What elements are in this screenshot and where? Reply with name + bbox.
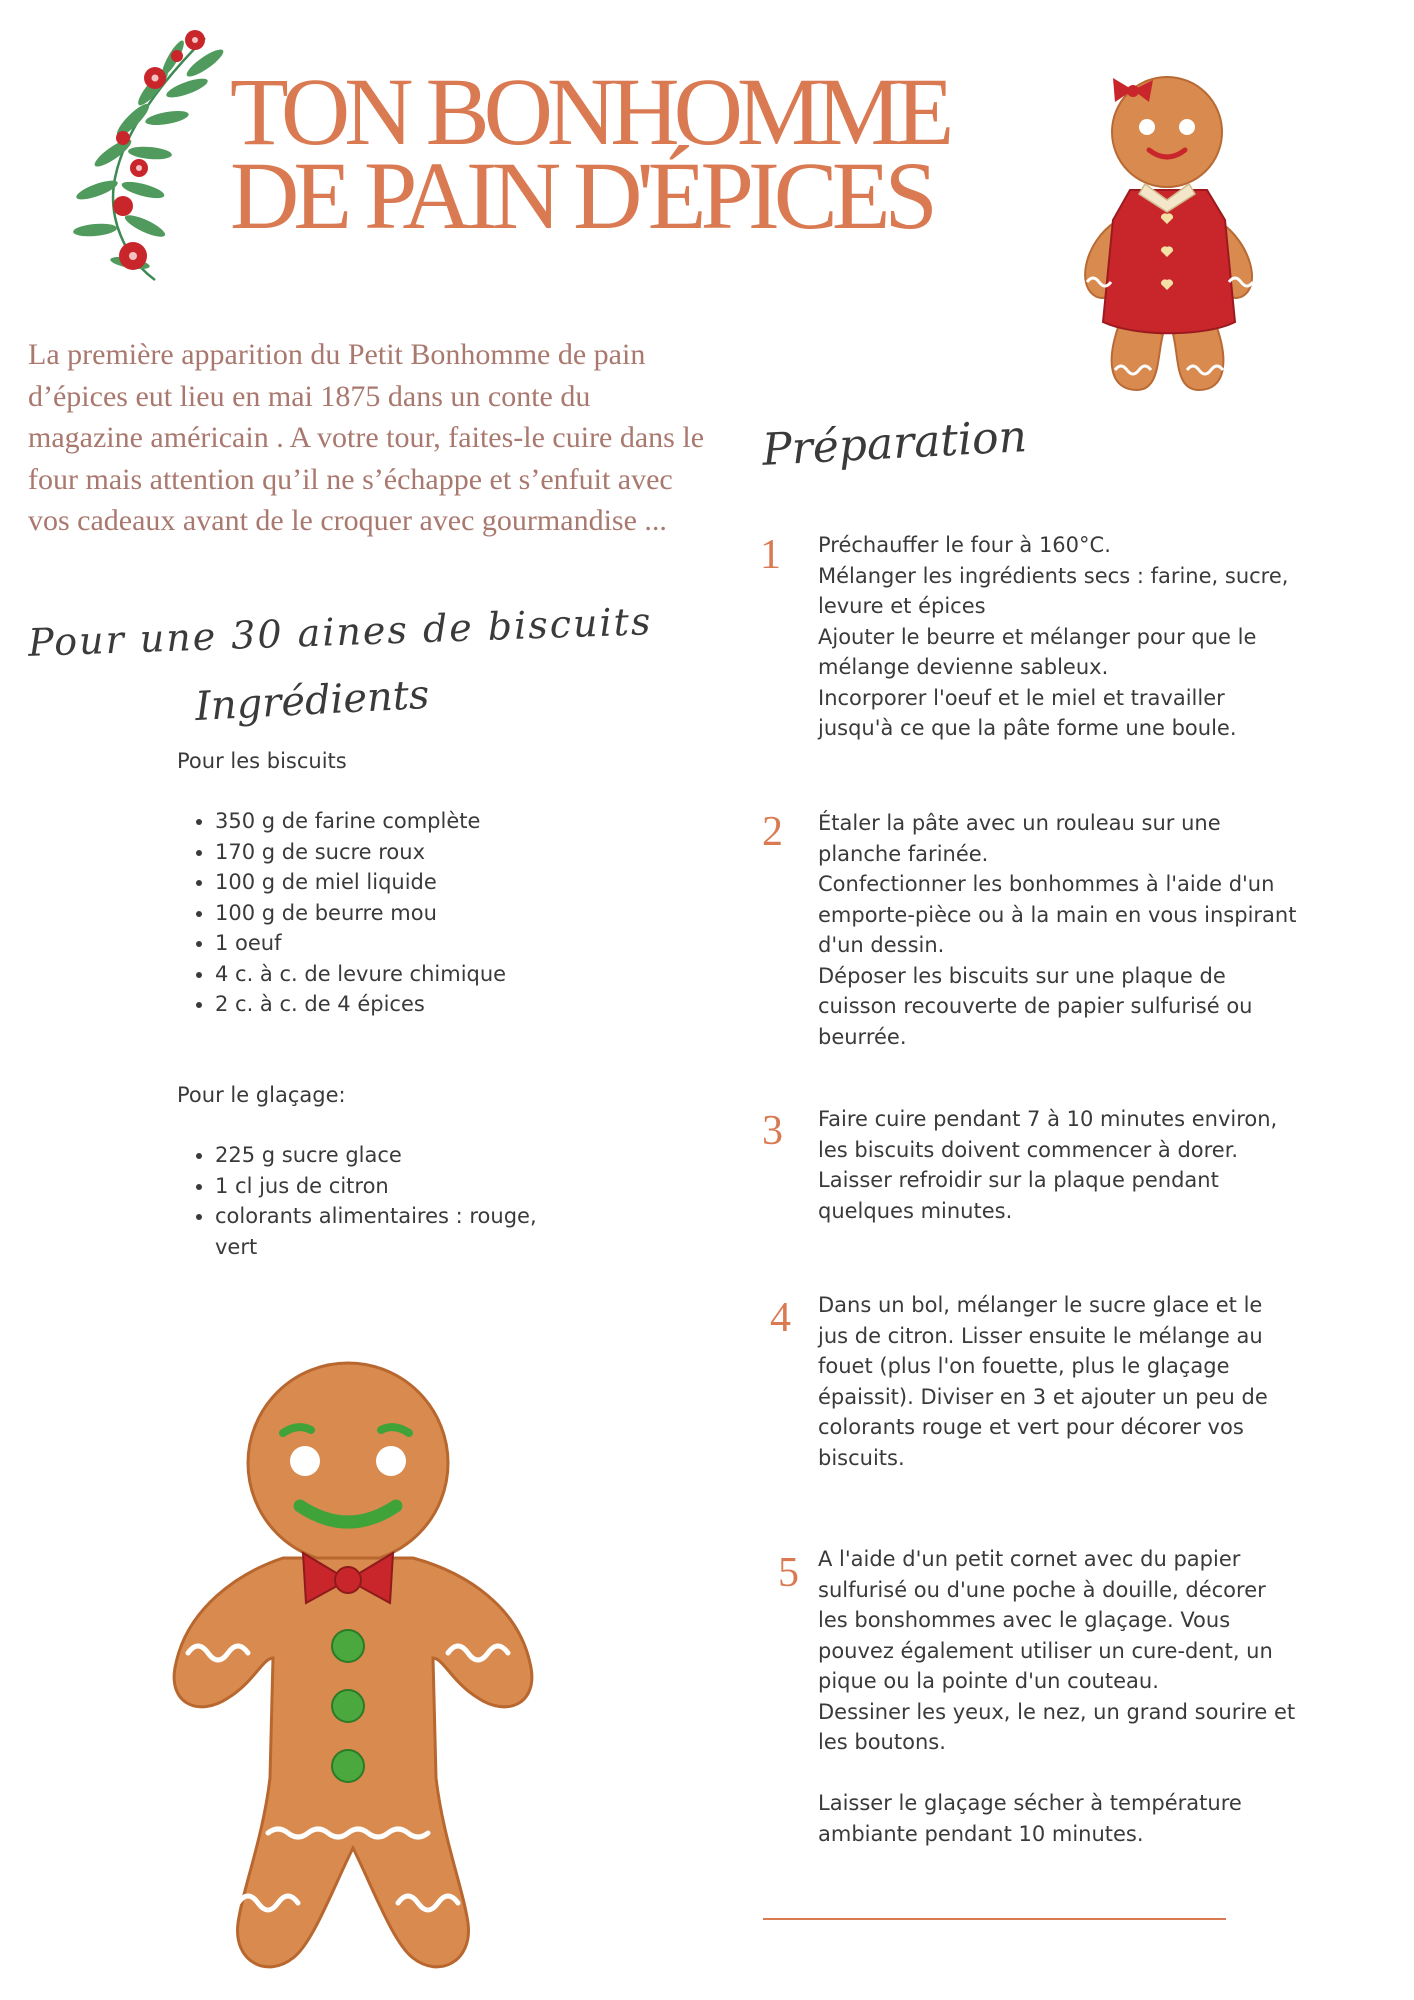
gingerbread-man-icon <box>168 1358 540 1978</box>
list-item: • 2 c. à c. de 4 épices <box>215 989 597 1020</box>
yield-heading: Pour une 30 aines de biscuits <box>27 599 654 665</box>
list-item: • 225 g sucre glace <box>215 1140 557 1171</box>
list-item: • 4 c. à c. de levure chimique <box>215 959 597 990</box>
biscuits-ingredients <box>177 746 597 1020</box>
step-5-number: 5 <box>778 1550 799 1596</box>
title-line-1: TON BONHOMME <box>230 58 949 165</box>
step-3-text: Faire cuire pendant 7 à 10 minutes environ, les biscuits doivent commencer à dorer. Laisser refroidir sur la plaque pendant quelques minutes. <box>818 1107 1278 1223</box>
list-item: • 1 cl jus de citron <box>215 1171 557 1202</box>
step-4-number: 4 <box>770 1295 791 1341</box>
glacage-list <box>177 1140 557 1262</box>
step-1-number: 1 <box>760 532 781 578</box>
list-item: • 100 g de miel liquide <box>215 867 597 898</box>
biscuits-label: Pour les biscuits <box>177 749 347 773</box>
list-item: • 170 g de sucre roux <box>215 837 597 868</box>
ingredients-heading: Ingrédients <box>193 671 431 731</box>
intro-paragraph: La première apparition du Petit Bonhomme de pain d’épices eut lieu en mai 1875 dans un conte du magazine américain . A votre tour, faites-le cuire dans le four mais attention qu’il ne s’échappe et s’enfuit avec vos cadeaux avant de le croquer avec gourmandise ... <box>28 338 705 537</box>
list-item: • colorants alimentaires : rouge, vert <box>215 1201 557 1262</box>
biscuits-list <box>177 806 597 1020</box>
step-2-number: 2 <box>762 809 783 855</box>
list-item: • 350 g de farine complète <box>215 806 597 837</box>
glacage-ingredients <box>177 1080 557 1262</box>
list-item: • 100 g de beurre mou <box>215 898 597 929</box>
step-3-number: 3 <box>762 1108 783 1154</box>
preparation-heading: Préparation <box>760 411 1029 476</box>
gingerbread-girl-icon <box>1075 72 1265 397</box>
page-title <box>230 58 1100 249</box>
holly-branch-icon <box>55 18 225 288</box>
step-1-text: Préchauffer le four à 160°C. Mélanger les ingrédients secs : farine, sucre, levure et épices Ajouter le beurre et mélanger pour que le mélange devienne sableux. Incorporer l'oeuf et le miel et travailler jusqu'à ce que la pâte forme une boule. <box>818 533 1289 740</box>
step-2-text: Étaler la pâte avec un rouleau sur une planche farinée. Confectionner les bonhommes à l'aide d'un emporte-pièce ou à la main en vous inspirant d'un dessin. Déposer les biscuits sur une plaque de cuisson recouverte de papier sulfurisé ou beurrée. <box>818 811 1297 1049</box>
step-5-text: A l'aide d'un petit cornet avec du papier sulfurisé ou d'une poche à douille, décorer les bonshommes avec le glaçage. Vous pouvez également utiliser un cure-dent, un pique ou la pointe d'un couteau. Dessiner les yeux, le nez, un grand sourire et les boutons. Laisser le glaçage sécher à température ambiante pendant 10 minutes. <box>818 1547 1296 1846</box>
divider <box>763 1918 1226 1920</box>
title-line-2: DE PAIN D'ÉPICES <box>230 142 932 249</box>
step-4-text: Dans un bol, mélanger le sucre glace et le jus de citron. Lisser ensuite le mélange au fouet (plus l'on fouette, plus le glaçage épaissit). Diviser en 3 et ajouter un peu de colorants rouge et vert pour décorer vos biscuits. <box>818 1293 1268 1470</box>
glacage-label: Pour le glaçage: <box>177 1083 346 1107</box>
list-item: • 1 oeuf <box>215 928 597 959</box>
